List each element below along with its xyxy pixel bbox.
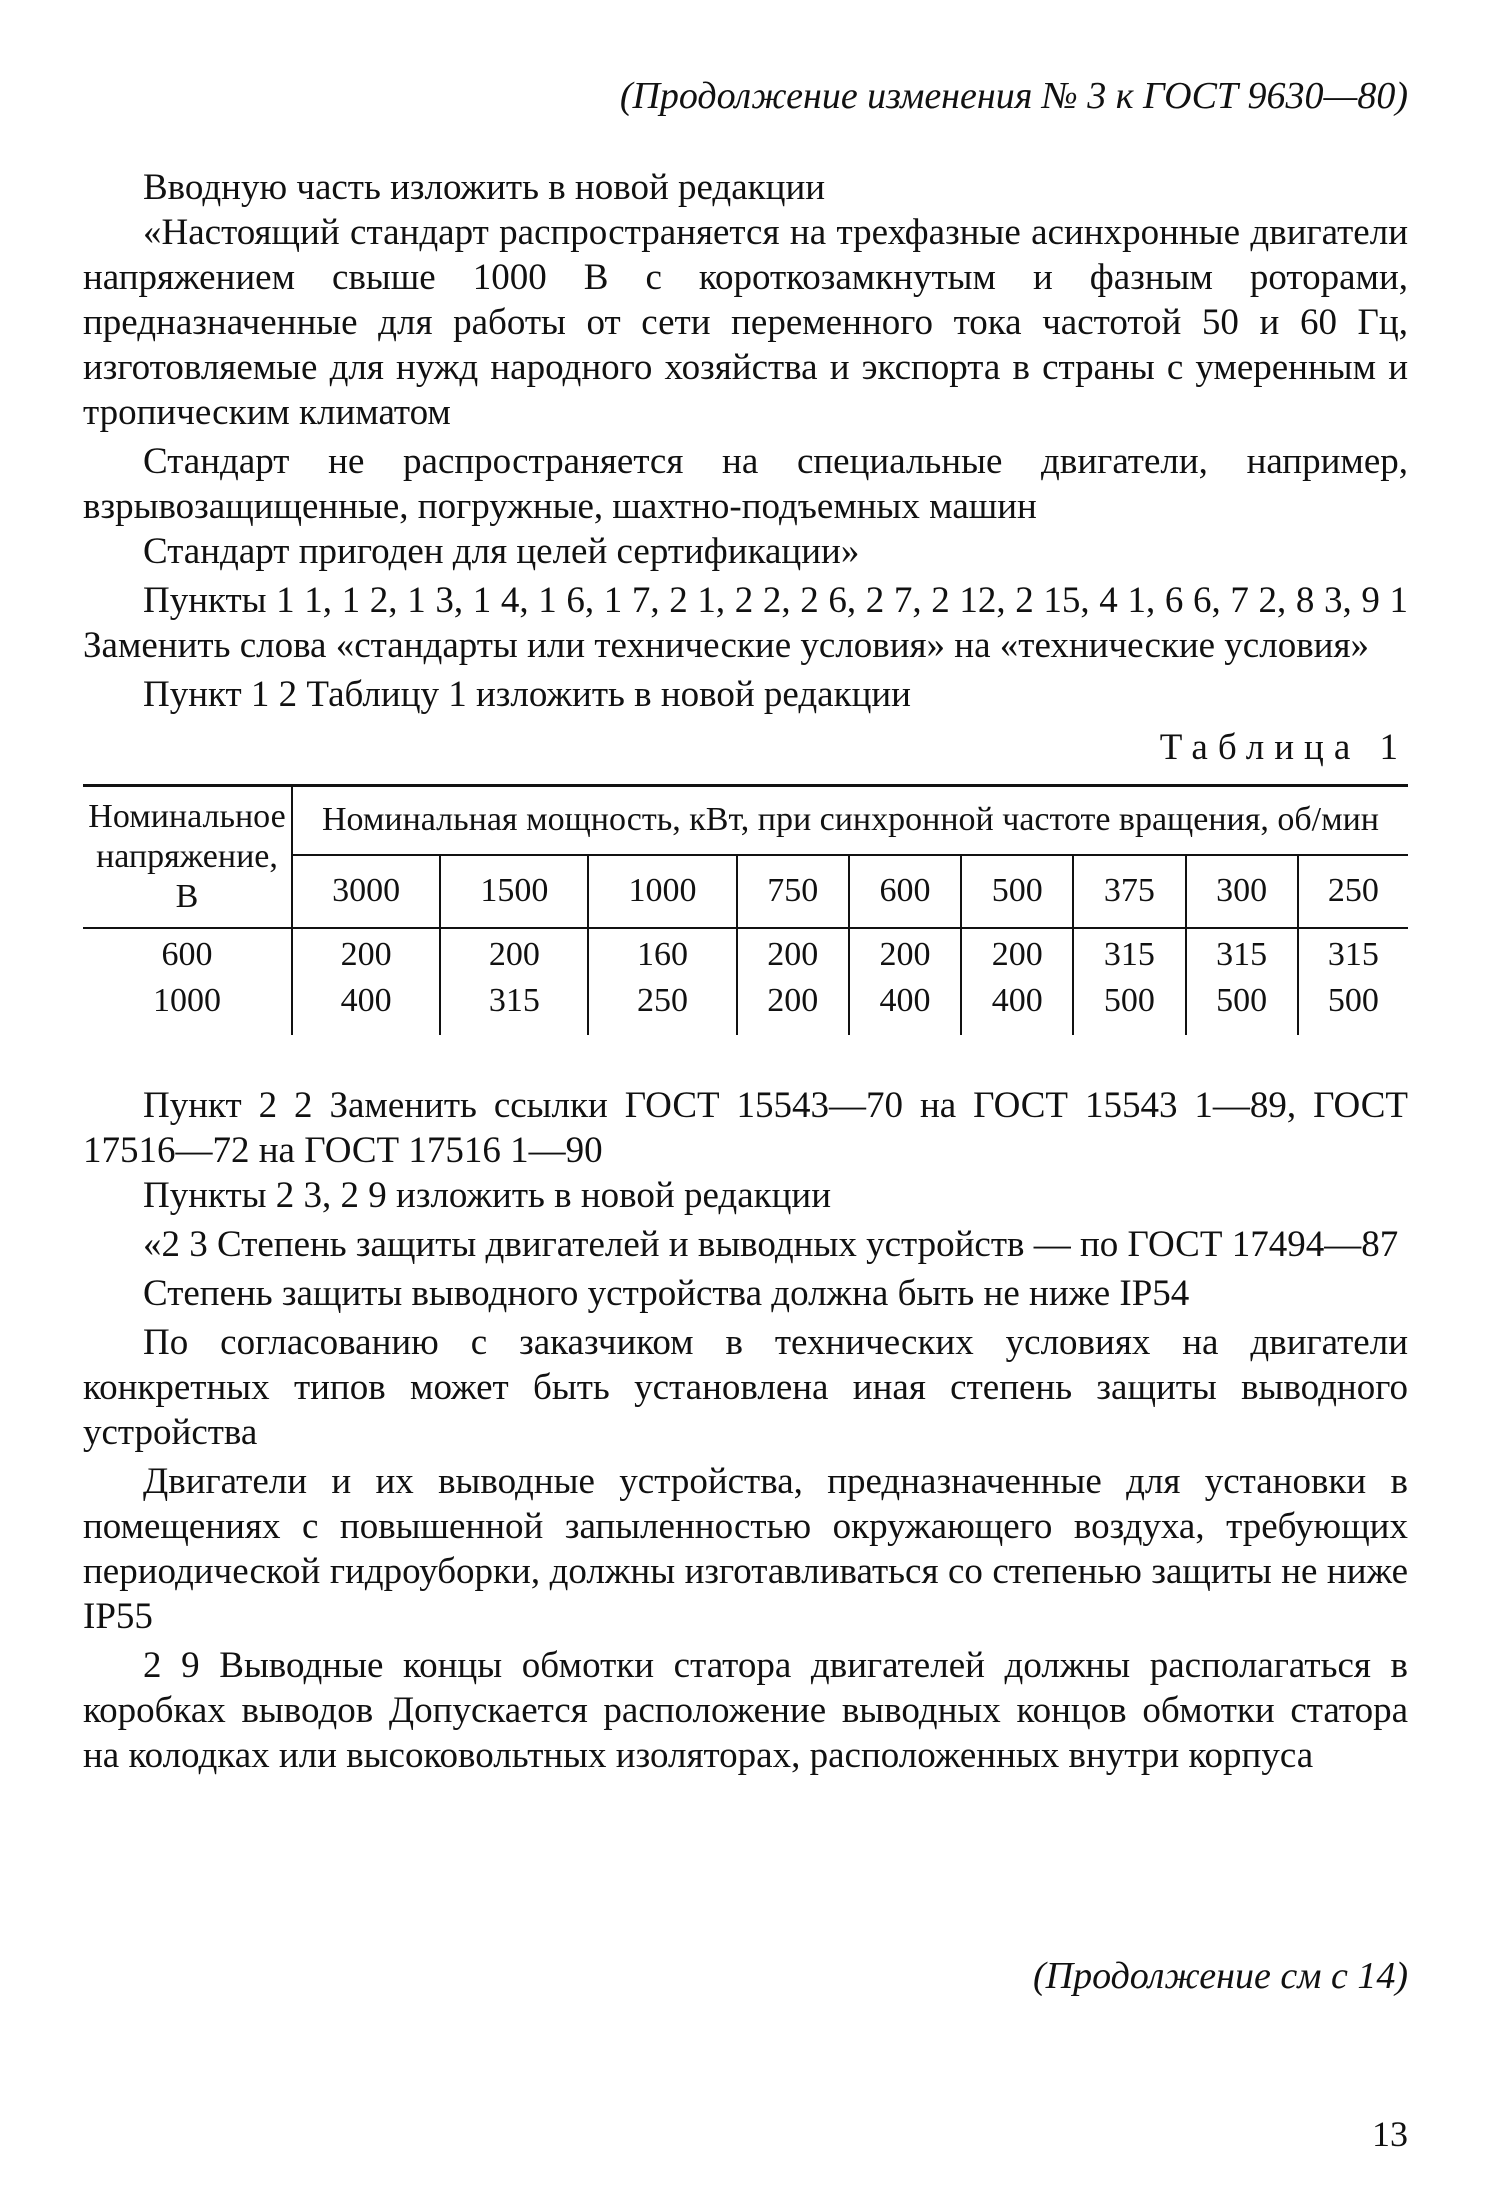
continuation-note: (Продолжение см с 14) <box>1032 1955 1408 1997</box>
table-caption: Таблица 1 <box>1159 727 1408 768</box>
power-cell: 200 <box>292 928 440 975</box>
paragraph: Пункты 1 1, 1 2, 1 3, 1 4, 1 6, 1 7, 2 1, 2 2, 2 6, 2 7, 2 12, 2 15, 4 1, 6 6, 7 2, 8 3, 9 1 Заменить слова «стандарты или технические условия» на «технические условия» <box>83 580 1408 666</box>
power-cell: 500 <box>1327 982 1379 1019</box>
power-cell: 200 <box>849 928 961 975</box>
speed-header: 600 <box>849 855 961 928</box>
page-number: 13 <box>1372 2114 1408 2154</box>
paragraph: Пункт 1 2 Таблицу 1 изложить в новой редакции <box>143 674 911 715</box>
power-cell: 200 <box>737 975 849 1035</box>
speed-header: 1500 <box>440 855 588 928</box>
speed-header: 3000 <box>292 855 440 928</box>
paragraph: Вводную часть изложить в новой редакции <box>143 167 826 208</box>
speed-header: 750 <box>737 855 849 928</box>
page-header: (Продолжение изменения № 3 к ГОСТ 9630—80) <box>619 75 1408 117</box>
power-cell: 400 <box>292 975 440 1035</box>
paragraph: По согласованию с заказчиком в технических условиях на двигатели конкретных типов может быть установлена иная степень защиты выводного устройства <box>83 1322 1408 1453</box>
speed-header: 375 <box>1073 855 1185 928</box>
paragraph: Пункты 2 3, 2 9 изложить в новой редакции <box>143 1175 832 1216</box>
power-cell: 160 <box>588 928 736 975</box>
paragraph: «Настоящий стандарт распространяется на трехфазные асинхронные двигатели напряжением свыше 1000 В с короткозамкнутым и фазным роторами, предназначенные для работы от сети переменного тока частотой 50 и 60 Гц, изготовляемые для нужд народного хозяйства и экспорта в страны с умеренным и тропическим климатом <box>83 212 1408 433</box>
power-cell: 200 <box>440 928 588 975</box>
power-cell: 400 <box>849 975 961 1035</box>
document-body <box>83 165 1408 1778</box>
power-table <box>83 784 1408 1035</box>
paragraph: Степень защиты выводного устройства должна быть не ниже IP54 <box>143 1273 1190 1314</box>
power-cell: 500 <box>1073 975 1185 1035</box>
voltage-column-header: Номинальное напряжение, В <box>83 786 292 929</box>
voltage-cell: 600 <box>83 928 292 975</box>
paragraph: «2 3 Степень защиты двигателей и выводных устройств — по ГОСТ 17494—87 <box>143 1224 1399 1265</box>
speed-header: 300 <box>1186 855 1298 928</box>
power-cell: 315 <box>1186 928 1298 975</box>
table-row <box>83 975 1408 1035</box>
spacer <box>83 1035 1408 1083</box>
power-cell: 500 <box>1186 975 1298 1035</box>
power-cell: 315 <box>440 975 588 1035</box>
power-cell: 200 <box>961 928 1073 975</box>
power-cell: 315 <box>1073 928 1185 975</box>
table-row <box>83 928 1408 975</box>
power-column-header: Номинальная мощность, кВт, при синхронной частоте вращения, об/мин <box>292 786 1408 855</box>
power-cell: 400 <box>961 975 1073 1035</box>
speed-header: 1000 <box>588 855 736 928</box>
power-cell: 200 <box>737 928 849 975</box>
power-cell: 250 <box>588 975 736 1035</box>
paragraph: Пункт 2 2 Заменить ссылки ГОСТ 15543—70 на ГОСТ 15543 1—89, ГОСТ 17516—72 на ГОСТ 17516 1—90 <box>83 1085 1408 1171</box>
paragraph: 2 9 Выводные концы обмотки статора двигателей должны располагаться в коробках выводов Допускается расположение выводных концов обмотки статора на колодках или высоковольтных изоляторах, расположенных внутри корпуса <box>83 1645 1408 1776</box>
speed-header: 500 <box>961 855 1073 928</box>
paragraph: Стандарт пригоден для целей сертификации» <box>143 531 860 572</box>
paragraph: Стандарт не распространяется на специальные двигатели, например, взрывозащищенные, погружные, шахтно-подъемных машин <box>83 441 1408 527</box>
speed-header: 250 <box>1298 855 1408 928</box>
voltage-cell: 1000 <box>83 975 292 1035</box>
power-cell: 315 <box>1327 936 1379 973</box>
paragraph: Двигатели и их выводные устройства, предназначенные для установки в помещениях с повышенной запыленностью окружающего воздуха, требующих периодической гидроуборки, должны изготавливаться со степенью защиты не ниже IP55 <box>83 1461 1408 1637</box>
